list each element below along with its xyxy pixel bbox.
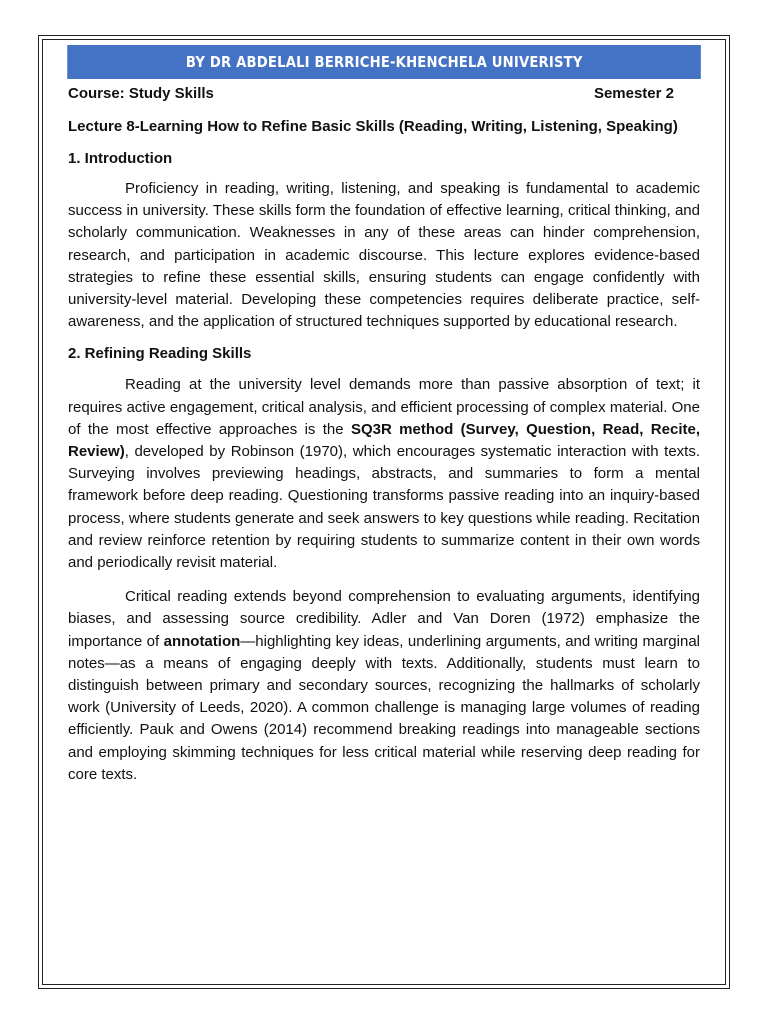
reading-paragraph-1 [68,374,700,574]
section-heading-reading: 2. Refining Reading Skills [68,345,252,363]
annotation-term: annotation [163,632,241,650]
reading-p1-text-b: , developed by Robinson (1970), which encourages systematic interaction with texts. Surveying involves previewing headings, abstracts, and summaries to form a mental framework before deep reading. Questioning transforms passive reading into an inquiry-based process, where students generate and seek answers to key questions while reading. Recitation and review reinforce retention by requiring students to summarize content in their own words and periodically revisit material. [68,443,700,572]
reading-p2-text-b: —highlighting key ideas, underlining arguments, and writing marginal notes—as a means of engaging deeply with texts. Additionally, students must learn to distinguish between primary and secondary sources, recognizing the hallmarks of scholarly work (University of Leeds, 2020). A common challenge is managing large volumes of reading efficiently. Pauk and Owens (2014) recommend breaking readings into manageable sections and employing skimming techniques for less critical material while reserving deep reading for core texts. [68,632,700,783]
author-banner: BY DR ABDELALI BERRICHE-KHENCHELA UNIVERISTY [67,45,701,79]
lecture-title: Lecture 8-Learning How to Refine Basic Skills (Reading, Writing, Listening, Speaking) [68,118,678,135]
reading-p2-text-a: Critical reading extends beyond comprehension to evaluating arguments, identifying biases, and assessing source credibility. Adler and Van Doren (1972) emphasize the importance of [68,588,700,650]
course-label: Course: Study Skills [68,85,214,102]
semester-label: Semester 2 [593,85,674,102]
intro-paragraph: Proficiency in reading, writing, listening, and speaking is fundamental to academic success in university. These skills form the foundation of effective learning, critical thinking, and scholarly communication. Weaknesses in any of these areas can hinder comprehension, research, and participation in academic discourse. This lecture explores evidence-based strategies to refine these essential skills, ensuring students can engage confidently with university-level material. Developing these competencies requires deliberate practice, self-awareness, and the application of structured techniques supported by educational research. [68,180,700,331]
course-row [68,85,700,102]
reading-paragraph-2 [68,586,700,786]
document-content [68,45,700,786]
sq3r-method-term: SQ3R method (Survey, Question, Read, Recite, Review) [68,420,700,461]
section-heading-introduction: 1. Introduction [68,150,173,167]
reading-p1-text-a: Reading at the university level demands more than passive absorption of text; it requires active engagement, critical analysis, and efficient processing of complex material. One of the most effective approaches is the [68,376,700,438]
